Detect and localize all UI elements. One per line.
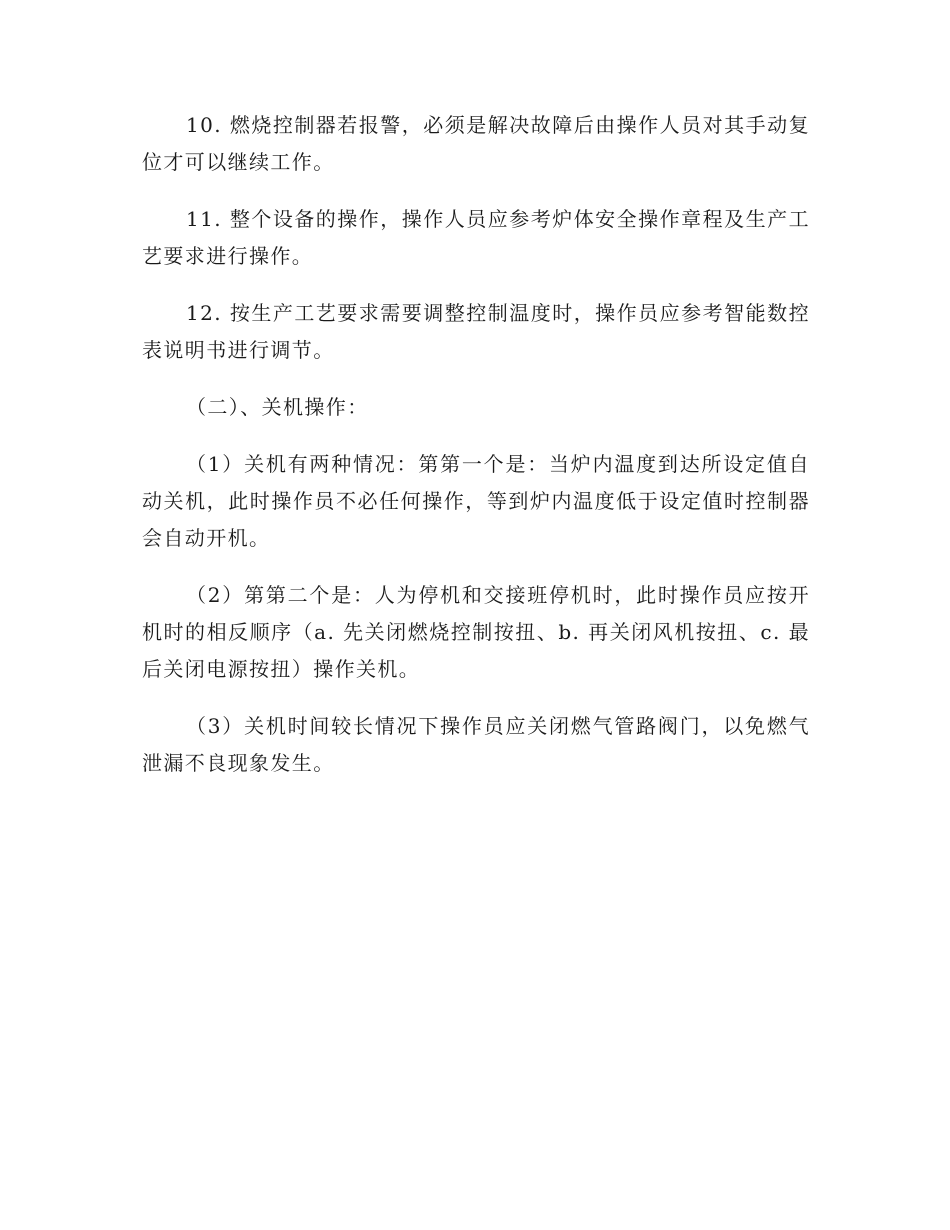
- paragraph-shutdown-2: （2）第第二个是：人为停机和交接班停机时，此时操作员应按开机时的相反顺序（a. 先关闭燃烧控制按扭、b. 再关闭风机按扭、c. 最后关闭电源按扭）操作关机。: [142, 583, 810, 681]
- paragraph-item-12: 12. 按生产工艺要求需要调整控制温度时，操作员应参考智能数控表说明书进行调节。: [142, 301, 810, 362]
- paragraph-item-11: 11. 整个设备的操作，操作人员应参考炉体安全操作章程及生产工艺要求进行操作。: [142, 207, 810, 268]
- paragraph-shutdown-1: （1）关机有两种情况：第第一个是：当炉内温度到达所设定值自动关机，此时操作员不必任何操作，等到炉内温度低于设定值时控制器会自动开机。: [142, 452, 810, 550]
- paragraph-shutdown-3: （3）关机时间较长情况下操作员应关闭燃气管路阀门，以免燃气泄漏不良现象发生。: [142, 714, 810, 775]
- paragraph-item-10: 10. 燃烧控制器若报警，必须是解决故障后由操作人员对其手动复位才可以继续工作。: [142, 113, 810, 174]
- document-body: [142, 107, 810, 802]
- section-heading-shutdown: （二）、关机操作：: [186, 395, 369, 419]
